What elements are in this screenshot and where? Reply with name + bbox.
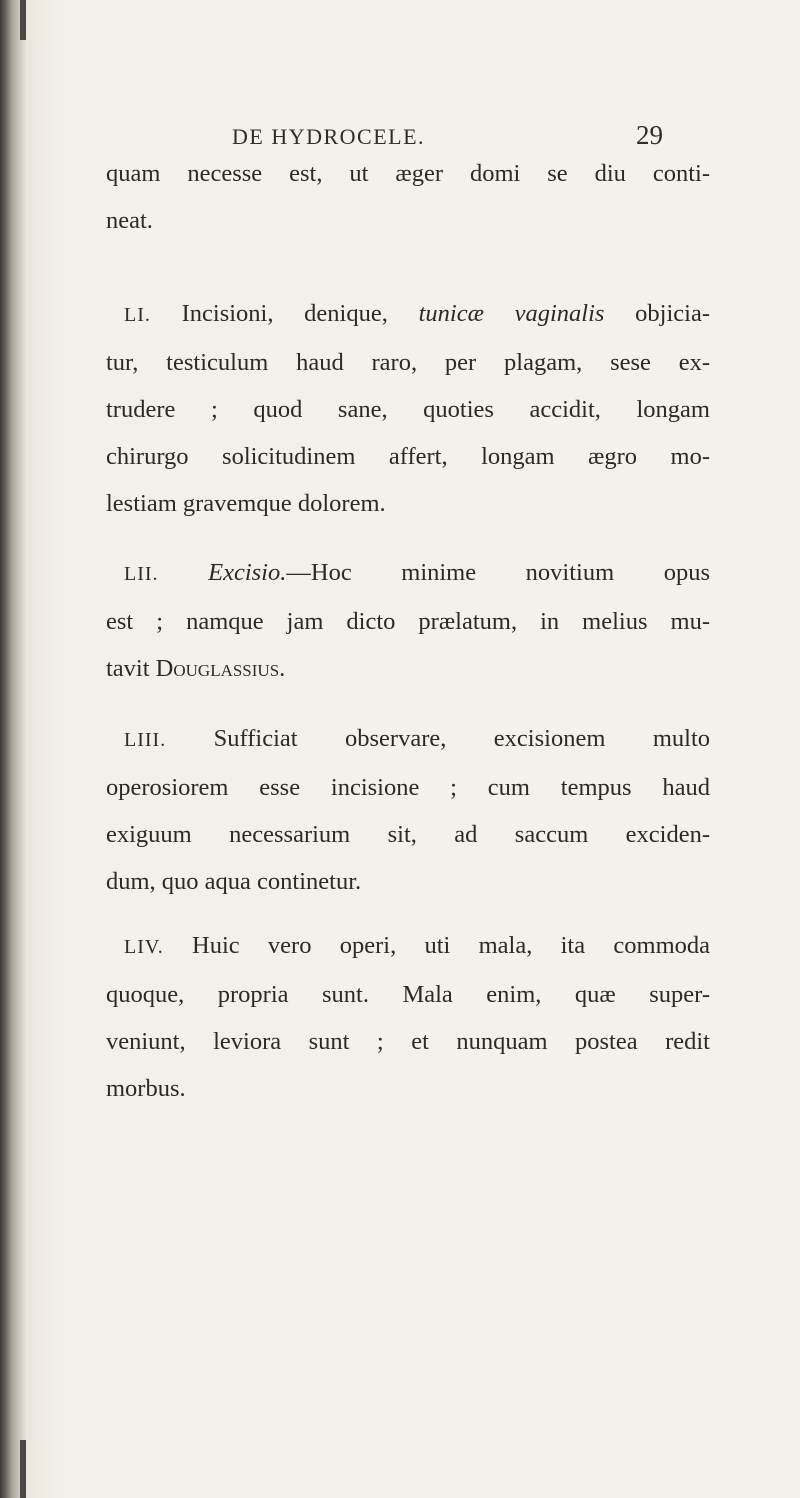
binding-edge: [0, 0, 26, 1498]
text-line: lestiam gravemque dolorem.: [106, 490, 386, 517]
section-liii: [106, 715, 710, 905]
section-number: LIII.: [124, 729, 167, 751]
text-line: LI. Incisioni, denique, tunicæ vaginalis objicia-: [124, 300, 710, 327]
section-li: [106, 290, 710, 527]
text-line: morbus.: [106, 1075, 186, 1102]
text-line: LIII. Sufficiat observare, excisionem multo: [124, 725, 710, 752]
section-number: LIV.: [124, 936, 164, 958]
text-line: trudere ; quod sane, quoties accidit, longam: [106, 396, 710, 423]
text-line: est ; namque jam dicto prælatum, in melius mu-: [106, 608, 710, 635]
italic-term: tunicæ vaginalis: [418, 300, 605, 327]
text-line: operosiorem esse incisione ; cum tempus haud: [106, 774, 710, 801]
edge-mark: [20, 0, 26, 40]
text-line: quoque, propria sunt. Mala enim, quæ super-: [106, 981, 710, 1008]
section-liv: [106, 922, 710, 1112]
text-line: tavit Douglassius.: [106, 655, 286, 682]
running-head: DE HYDROCELE.: [232, 124, 426, 149]
text-line: veniunt, leviora sunt ; et nunquam postea redit: [106, 1028, 710, 1055]
text-line: LIV. Huic vero operi, uti mala, ita commoda: [124, 932, 711, 959]
text-line: chirurgo solicitudinem affert, longam ægro mo-: [106, 443, 710, 470]
italic-heading: Excisio.: [208, 559, 287, 586]
text-line: dum, quo aqua continetur.: [106, 868, 362, 895]
section-number: LI.: [124, 304, 151, 326]
text-line: quam necesse est, ut æger domi se diu conti-: [106, 160, 710, 187]
text-line: tur, testiculum haud raro, per plagam, sese ex-: [106, 349, 710, 376]
text-line: LII. Excisio.—Hoc minime novitium opus: [124, 559, 711, 586]
edge-mark: [20, 1440, 26, 1498]
section-lii: [106, 549, 710, 692]
paragraph-continuation: [106, 150, 710, 244]
author-name: Douglassius.: [155, 655, 286, 682]
section-number: LII.: [124, 563, 159, 585]
text-line: exiguum necessarium sit, ad saccum exciden-: [106, 821, 710, 848]
text-line: neat.: [106, 207, 153, 234]
page-number: 29: [636, 120, 663, 150]
